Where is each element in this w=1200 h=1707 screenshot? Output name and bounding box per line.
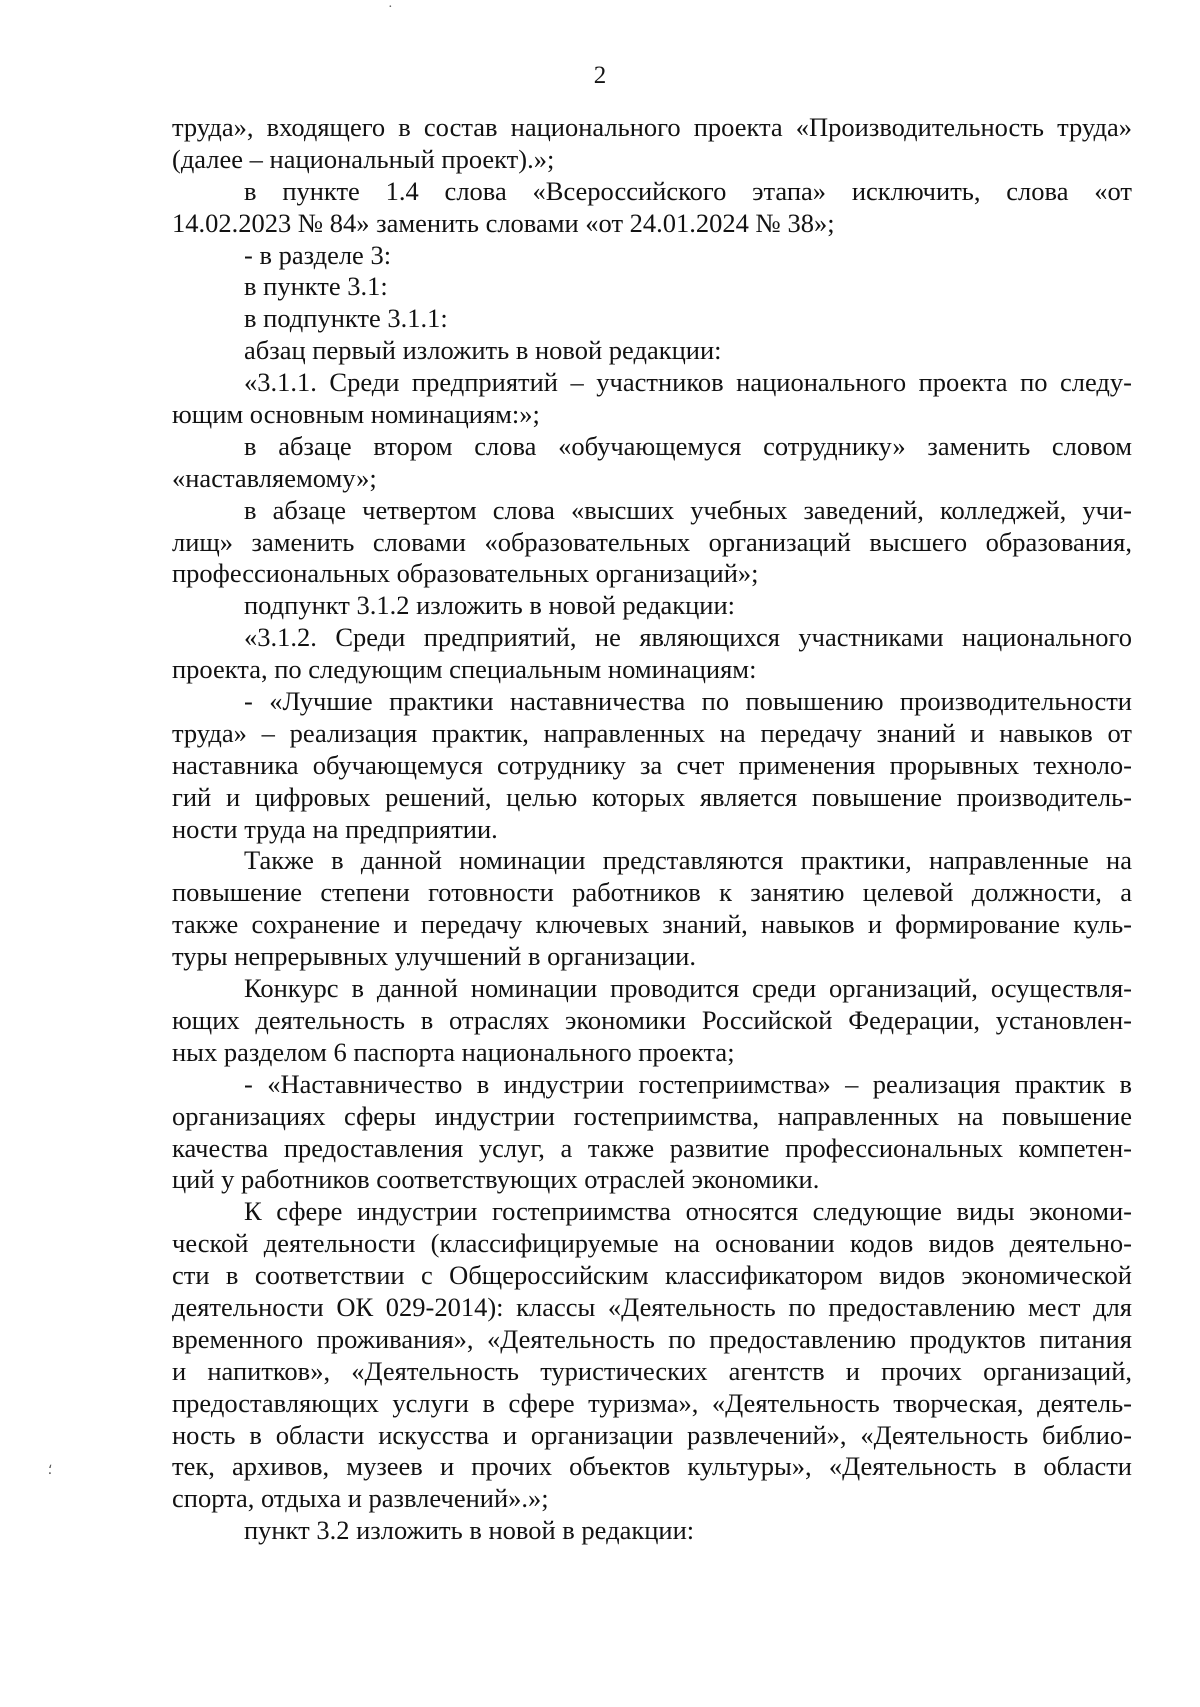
text-line: подпункт 3.1.2 изложить в новой редакции: [244,590,736,621]
text-line: ющих деятельность в отраслях экономики Российской Федерации, установлен- [172,1004,1132,1035]
document-body [172,112,1132,1547]
text-line: ность в области искусства и организации развлечений», «Деятельность библио- [172,1419,1132,1450]
text-line: сти в соответствии с Общероссийским классификатором видов экономической [172,1260,1132,1291]
text-line: труда», входящего в состав национального проекта «Производительность труда» [172,112,1132,142]
text-line: «3.1.1. Среди предприятий – участников национального проекта по следу- [244,367,1132,398]
text-line: спорта, отдыха и развлечений».»; [172,1483,549,1514]
text-line: временного проживания», «Деятельность по предоставлению продуктов питания [172,1323,1132,1354]
text-line: (далее – национальный проект).»; [172,143,555,174]
text-line: повышение степени готовности работников к занятию целевой должности, а [172,877,1132,908]
text-line: организациях сферы индустрии гостеприимства, направленных на повышение [172,1100,1132,1131]
text-line: ющим основным номинациям:»; [172,399,540,430]
text-line: «наставляемому»; [172,462,377,493]
text-line: ности труда на предприятии. [172,813,498,844]
page-number: 2 [593,62,607,89]
text-line: труда» – реализация практик, направленных на передачу знаний и навыков от [172,717,1132,748]
text-line: Также в данной номинации представляются практики, направленные на [244,845,1132,876]
text-line: - «Наставничество в индустрии гостеприимства» – реализация практик в [244,1068,1132,1099]
text-line: ных разделом 6 паспорта национального проекта; [172,1036,735,1067]
text-line: ческой деятельности (классифицируемые на основании кодов видов деятельно- [172,1228,1132,1259]
text-line: профессиональных образовательных организаций»; [172,558,759,589]
text-line: - «Лучшие практики наставничества по повышению производительности [244,686,1132,717]
text-line: лищ» заменить словами «образовательных организаций высшего образования, [172,526,1132,557]
text-line: пункт 3.2 изложить в новой в редакции: [244,1515,695,1546]
text-line: деятельности ОК 029-2014): классы «Деятельность по предоставлению мест для [172,1291,1132,1322]
text-line: также сохранение и передачу ключевых знаний, навыков и формирование куль- [172,909,1132,940]
text-line: тек, архивов, музеев и прочих объектов культуры», «Деятельность в области [172,1451,1132,1482]
text-line: - в разделе 3: [244,239,392,270]
text-line: проекта, по следующим специальным номинациям: [172,654,757,685]
text-line: К сфере индустрии гостеприимства относятся следующие виды экономи- [244,1196,1132,1227]
text-line: гий и цифровых решений, целью которых является повышение производитель- [172,781,1132,812]
text-line: в подпункте 3.1.1: [244,303,448,334]
text-line: ций у работников соответствующих отраслей экономики. [172,1164,820,1195]
text-line: в пункте 3.1: [244,271,388,302]
text-line: в абзаце четвертом слова «высших учебных заведений, колледжей, учи- [244,494,1132,525]
text-line: предоставляющих услуги в сфере туризма», «Деятельность творческая, деятель- [172,1387,1132,1418]
text-line: Конкурс в данной номинации проводится среди организаций, осуществля- [244,973,1132,1004]
text-line: качества предоставления услуг, а также развитие профессиональных компетен- [172,1132,1132,1163]
text-line: в пункте 1.4 слова «Всероссийского этапа» исключить, слова «от [244,175,1132,206]
scan-artifact: · [388,0,393,15]
scan-artifact: ⸵ [48,1463,52,1478]
text-line: туры непрерывных улучшений в организации. [172,941,696,972]
text-line: «3.1.2. Среди предприятий, не являющихся участниками национального [244,622,1132,653]
text-line: в абзаце втором слова «обучающемуся сотруднику» заменить словом [244,430,1132,461]
text-line: абзац первый изложить в новой редакции: [244,335,722,366]
text-line: 14.02.2023 № 84» заменить словами «от 24.01.2024 № 38»; [172,207,835,238]
text-line: наставника обучающемуся сотруднику за счет применения прорывных техноло- [172,749,1132,780]
text-line: и напитков», «Деятельность туристических агентств и прочих организаций, [172,1355,1132,1386]
